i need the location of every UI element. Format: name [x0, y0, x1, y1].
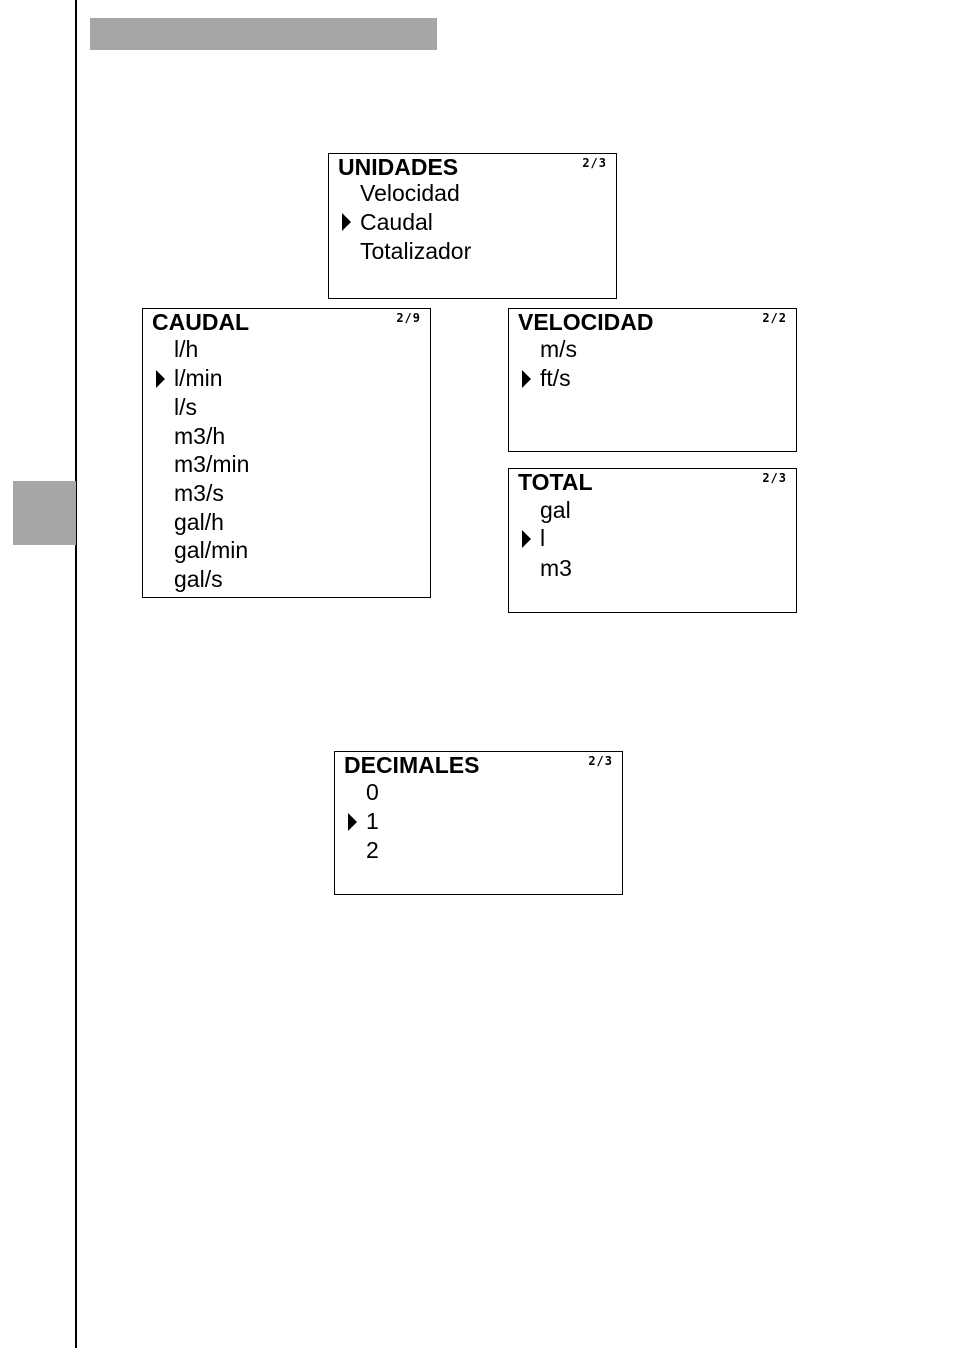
caudal-screen: [142, 308, 431, 598]
decimales-item-0: 0: [366, 779, 379, 805]
selection-cursor-icon: [156, 370, 165, 388]
selection-cursor-icon: [348, 813, 357, 831]
selection-cursor-icon: [522, 370, 531, 388]
unidades-screen: [328, 153, 617, 299]
velocidad-item-m-s: m/s: [540, 336, 578, 362]
caudal-item-m3-min: m3/min: [174, 451, 250, 477]
caudal-item-l-s: l/s: [174, 394, 197, 420]
total-screen: [508, 468, 797, 613]
caudal-item-m3-s: m3/s: [174, 480, 224, 506]
velocidad-item-ft-s: ft/s: [540, 365, 571, 391]
velocidad-title: VELOCIDAD: [518, 309, 654, 335]
decimales-screen: [334, 751, 623, 895]
caudal-item-l-h: l/h: [174, 336, 199, 362]
unidades-title: UNIDADES: [338, 154, 459, 180]
unidades-page-indicator: 2/3: [582, 156, 607, 170]
total-page-indicator: 2/3: [762, 471, 787, 485]
unidades-item-velocidad: Velocidad: [360, 180, 460, 206]
caudal-item-l-min: l/min: [174, 365, 223, 391]
decimales-title: DECIMALES: [344, 752, 480, 778]
decimales-item-2: 2: [366, 837, 379, 863]
caudal-page-indicator: 2/9: [396, 311, 421, 325]
velocidad-page-indicator: 2/2: [762, 311, 787, 325]
caudal-item-gal-h: gal/h: [174, 509, 224, 535]
page-margin-rule: [75, 0, 77, 1348]
selection-cursor-icon: [342, 213, 351, 231]
selection-cursor-icon: [522, 530, 531, 548]
caudal-item-m3-h: m3/h: [174, 423, 226, 449]
caudal-item-gal-s: gal/s: [174, 566, 223, 592]
caudal-title: CAUDAL: [152, 309, 250, 335]
chapter-side-tab: [13, 481, 76, 545]
unidades-item-caudal: Caudal: [360, 209, 433, 235]
total-title: TOTAL: [518, 469, 593, 495]
total-item-m3: m3: [540, 555, 572, 581]
total-item-l: l: [540, 525, 546, 551]
velocidad-screen: [508, 308, 797, 452]
unidades-item-totalizador: Totalizador: [360, 238, 472, 264]
decimales-item-1: 1: [366, 808, 379, 834]
total-item-gal: gal: [540, 497, 571, 523]
caudal-item-gal-min: gal/min: [174, 537, 249, 563]
decimales-page-indicator: 2/3: [588, 754, 613, 768]
section-header-bar: [90, 18, 437, 50]
